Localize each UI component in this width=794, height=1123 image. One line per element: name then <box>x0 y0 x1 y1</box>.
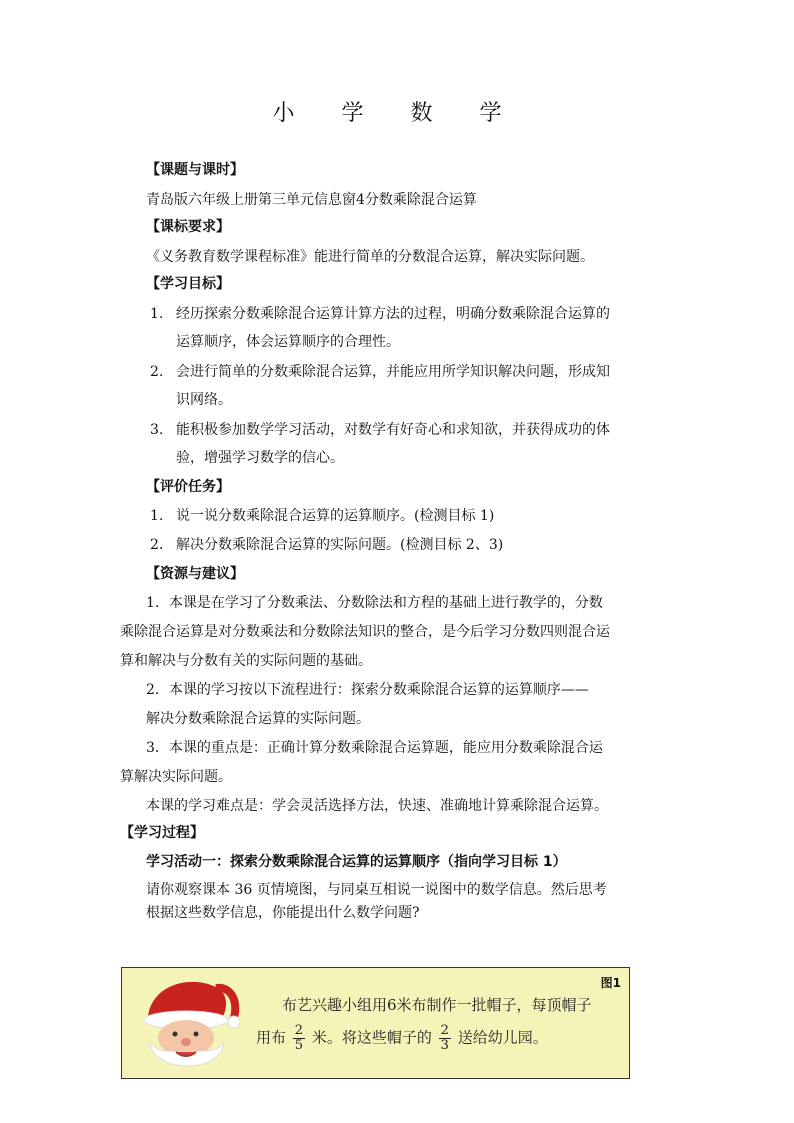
figure-label: 图1 <box>600 976 621 990</box>
resources-heading: 【资源与建议】 <box>146 566 244 582</box>
goal-2-line-2: 识网络。 <box>176 392 232 408</box>
fraction-2-denominator: 3 <box>440 1038 449 1053</box>
resources-1-line-3: 算和解决与分数有关的实际问题的基础。 <box>120 653 372 669</box>
eval-2-number: 2. <box>150 537 164 553</box>
resources-3-line-1: 3．本课的重点是：正确计算分数乘除混合运算题，能应用分数乘除混合运 <box>146 740 603 756</box>
figure-1 <box>121 967 630 1079</box>
goal-2-number: 2. <box>150 364 164 380</box>
resources-2-line-1: 2．本课的学习按以下流程进行：探索分数乘除混合运算的运算顺序—— <box>146 682 589 698</box>
santa-claus-icon <box>130 972 240 1076</box>
process-heading: 【学习过程】 <box>120 825 204 841</box>
fraction-2-numerator: 2 <box>440 1023 449 1038</box>
activity-1-ask-line-2: 根据这些数学信息，你能提出什么数学问题? <box>146 905 420 921</box>
figure-text-line-2 <box>256 1024 548 1053</box>
eval-1-text: 说一说分数乘除混合运算的运算顺序。(检测目标 1) <box>176 508 495 524</box>
fraction-two-fifths <box>293 1024 305 1053</box>
figure-text-part-b: 米。将这些帽子的 <box>311 1028 432 1047</box>
goals-heading: 【学习目标】 <box>146 276 230 292</box>
goal-3-line-2: 验，增强学习数学的信心。 <box>176 450 344 466</box>
eval-2-text: 解决分数乘除混合运算的实际问题。(检测目标 2、3) <box>176 537 504 553</box>
figure-text-part-a: 用布 <box>256 1028 287 1047</box>
fraction-1-numerator: 2 <box>294 1023 304 1038</box>
goal-3-line-1: 能积极参加数学学习活动，对数学有好奇心和求知欲，并获得成功的体 <box>176 422 610 438</box>
goal-2-line-1: 会进行简单的分数乘除混合运算，并能应用所学知识解决问题，形成知 <box>176 364 610 380</box>
figure-text-part-c: 送给幼儿园。 <box>457 1028 548 1047</box>
course-heading: 【课题与课时】 <box>146 162 244 178</box>
standard-text: 《义务教育数学课程标准》能进行简单的分数混合运算，解决实际问题。 <box>146 249 594 265</box>
resources-2-line-2: 解决分数乘除混合运算的实际问题。 <box>146 711 370 727</box>
resources-1-line-1: 1．本课是在学习了分数乘法、分数除法和方程的基础上进行教学的，分数 <box>146 595 603 611</box>
goal-1-line-1: 经历探索分数乘除混合运算计算方法的过程，明确分数乘除混合运算的 <box>176 306 610 322</box>
fraction-1-denominator: 5 <box>294 1038 304 1053</box>
course-text: 青岛版六年级上册第三单元信息窗4分数乘除混合运算 <box>146 192 477 208</box>
goal-1-line-2: 运算顺序，体会运算顺序的合理性。 <box>176 334 400 350</box>
resources-3-line-2: 算解决实际问题。 <box>120 769 232 785</box>
goal-1-number: 1. <box>150 306 164 322</box>
resources-1-line-2: 乘除混合运算是对分数乘法和分数除法知识的整合，是今后学习分数四则混合运 <box>120 624 610 640</box>
page-title: 小 学 数 学 <box>272 101 522 126</box>
eval-1-number: 1. <box>150 508 164 524</box>
fraction-two-thirds <box>439 1024 451 1053</box>
eval-heading: 【评价任务】 <box>146 479 230 495</box>
resources-4-text: 本课的学习难点是：学会灵活选择方法，快速、准确地计算乘除混合运算。 <box>146 798 608 814</box>
goal-3-number: 3. <box>150 422 164 438</box>
standard-heading: 【课标要求】 <box>146 219 230 235</box>
activity-1-ask-line-1: 请你观察课本 36 页情境图，与同桌互相说一说图中的数学信息。然后思考 <box>146 882 607 898</box>
activity-1-title: 学习活动一：探索分数乘除混合运算的运算顺序（指向学习目标 1） <box>146 854 567 870</box>
figure-text-line-1: 布艺兴趣小组用6米布制作一批帽子，每顶帽子 <box>282 996 592 1014</box>
